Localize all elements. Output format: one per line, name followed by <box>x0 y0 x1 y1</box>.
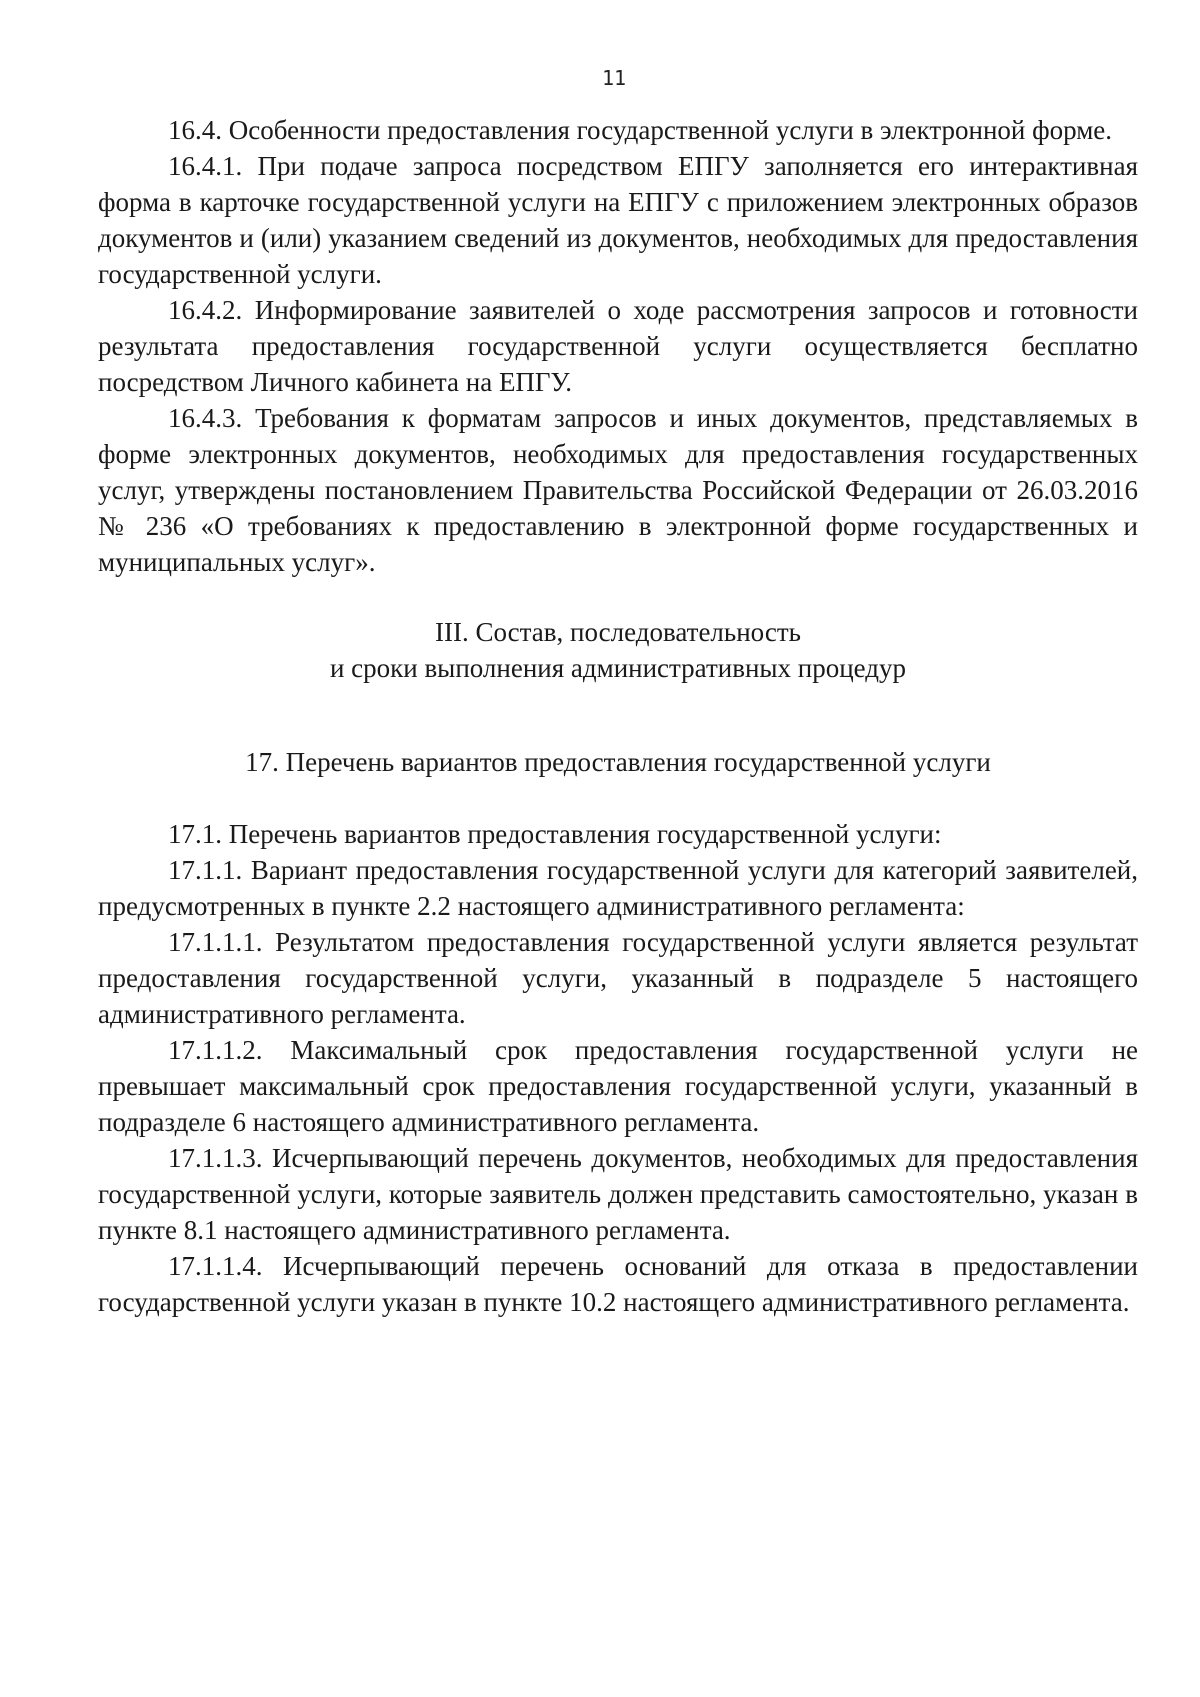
paragraph-16-4-3: 16.4.3. Требования к форматам запросов и иных документов, представляемых в форме электронных документов, необходимых для предоставления государственных услуг, утверждены постановлением Правительства Российской Федерации от 26.03.2016 № 236 «О требованиях к предоставлению в электронной форме государственных и муниципальных услуг». <box>98 403 1138 577</box>
paragraph-17-1-1-3: 17.1.1.3. Исчерпывающий перечень документов, необходимых для предоставления государственной услуги, которые заявитель должен представить самостоятельно, указан в пункте 8.1 настоящего административного регламента. <box>98 1143 1138 1245</box>
paragraph-17-1: 17.1. Перечень вариантов предоставления государственной услуги: <box>168 819 942 849</box>
paragraph-16-4-1: 16.4.1. При подаче запроса посредством ЕПГУ заполняется его интерактивная форма в карточке государственной услуги на ЕПГУ с приложением электронных образов документов и (или) указанием сведений из документов, необходимых для предоставления государственной услуги. <box>98 151 1138 289</box>
paragraph-17-1-1-1: 17.1.1.1. Результатом предоставления государственной услуги является результат предоставления государственной услуги, указанный в подразделе 5 настоящего административного регламента. <box>98 927 1138 1029</box>
paragraph-17-1-1: 17.1.1. Вариант предоставления государственной услуги для категорий заявителей, предусмотренных в пункте 2.2 настоящего административного регламента: <box>98 855 1138 921</box>
section-heading <box>98 614 1138 686</box>
section-heading-line-2: и сроки выполнения административных процедур <box>329 653 907 683</box>
paragraph-16-4: 16.4. Особенности предоставления государственной услуги в электронной форме. <box>168 115 1113 145</box>
page-number: 11 <box>601 66 627 90</box>
section-heading-line-1: III. Состав, последовательность <box>435 617 801 647</box>
paragraph-17-1-1-4: 17.1.1.4. Исчерпывающий перечень оснований для отказа в предоставлении государственной услуги указан в пункте 10.2 настоящего административного регламента. <box>98 1251 1138 1317</box>
subsection-heading: 17. Перечень вариантов предоставления государственной услуги <box>245 747 991 777</box>
paragraph-16-4-2: 16.4.2. Информирование заявителей о ходе рассмотрения запросов и готовности результата предоставления государственной услуги осуществляется бесплатно посредством Личного кабинета на ЕПГУ. <box>98 295 1138 397</box>
paragraph-17-1-1-2: 17.1.1.2. Максимальный срок предоставления государственной услуги не превышает максимальный срок предоставления государственной услуги, указанный в подразделе 6 настоящего административного регламента. <box>98 1035 1138 1137</box>
document-body <box>98 112 1138 1320</box>
